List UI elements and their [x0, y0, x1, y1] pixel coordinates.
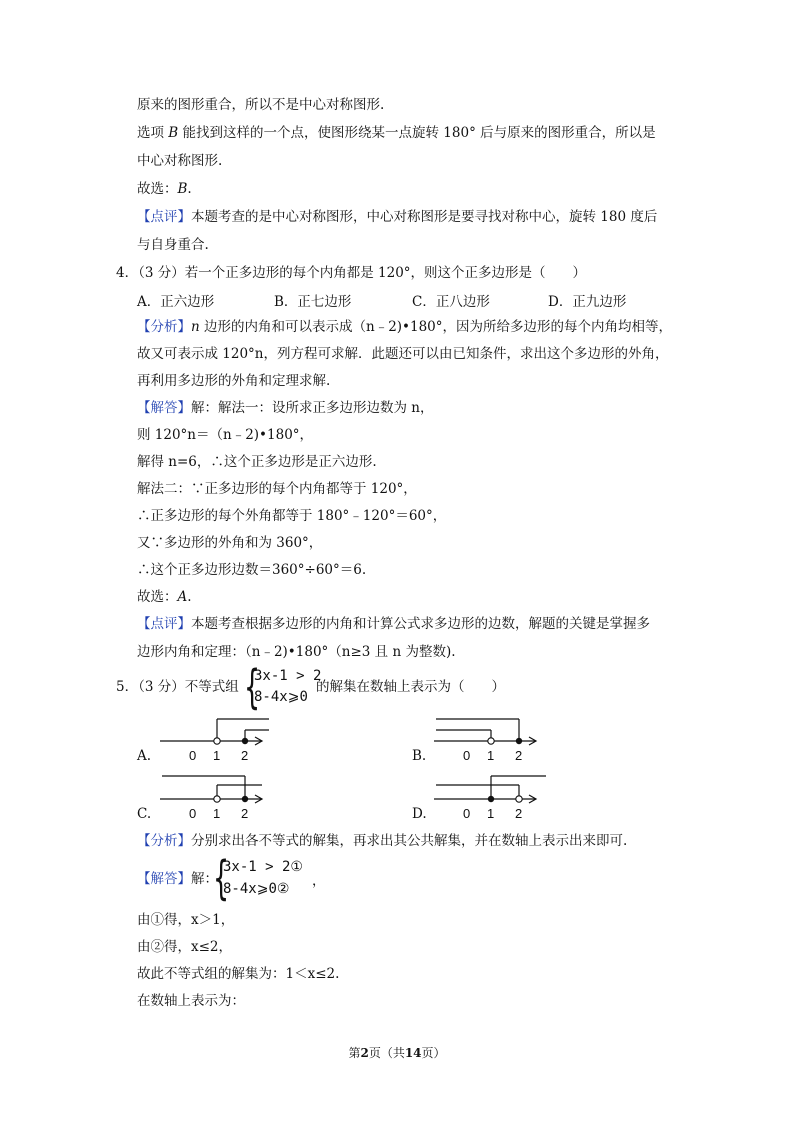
question-5-stem-end: 的解集在数轴上表示为（ ） — [316, 679, 505, 695]
q5-option-a-label: A. — [137, 748, 152, 764]
text-fragment: 故选： — [137, 181, 178, 197]
text-fragment: 选项 — [137, 125, 169, 141]
option-letter: B — [168, 125, 179, 141]
answer-tag: 【解答】 — [137, 871, 191, 887]
q5-answer-line — [137, 870, 218, 888]
q5-analysis-line — [137, 832, 627, 850]
comment-line: 与自身重合. — [137, 237, 209, 253]
q5-step: 故此不等式组的解集为：1＜x≤2. — [137, 966, 340, 982]
q4-step: ∴这个正多边形边数＝360°÷60°＝6. — [137, 562, 367, 578]
q4-option-c: C．正八边形 — [412, 294, 490, 310]
q4-comment-line: 边形内角和定理：（n﹣2)•180°（n≥3 且 n 为整数). — [137, 644, 456, 660]
footer-text: 第 — [348, 1046, 361, 1060]
text-fragment: . — [187, 181, 192, 197]
text-line: 中心对称图形. — [137, 153, 223, 169]
option-letter: B — [177, 181, 188, 197]
option-letter: A — [177, 589, 188, 605]
svg-text:2: 2 — [241, 806, 249, 821]
q4-option-a: A．正六边形 — [137, 294, 215, 310]
svg-text:1: 1 — [213, 748, 221, 763]
comment-line — [137, 208, 657, 226]
svg-text:2: 2 — [515, 748, 523, 763]
q5-option-d-label: D. — [412, 806, 427, 822]
q4-analysis-line: 故又可表示成 120°n，列方程可求解．此题还可以由已知条件，求出这个多边形的外角， — [137, 346, 669, 362]
question-4-stem: 4．（3 分）若一个正多边形的每个内角都是 120°，则这个正多边形是（ ） — [116, 265, 587, 281]
svg-text:1: 1 — [487, 748, 495, 763]
svg-text:0: 0 — [463, 748, 471, 763]
number-line-a — [158, 712, 278, 768]
question-5-stem: 5．（3 分）不等式组 — [116, 679, 239, 695]
analysis-text: 分别求出各不等式的解集，再求出其公共解集，并在数轴上表示出来即可. — [191, 833, 628, 849]
text-line — [137, 124, 656, 142]
svg-text:0: 0 — [189, 806, 197, 821]
text-fragment: 故选： — [137, 589, 178, 605]
svg-text:2: 2 — [515, 806, 523, 821]
q4-step: 解得 n=6，∴这个正多边形是正六边形. — [137, 454, 377, 470]
system-brace: { — [213, 851, 230, 905]
page-footer — [0, 1044, 794, 1061]
q5-step: 在数轴上表示为： — [137, 993, 245, 1009]
text-fragment: 能找到这样的一个点，使图形绕某一点旋转 180° 后与原来的图形重合，所以是 — [178, 125, 656, 141]
footer-text: 页（共 — [368, 1046, 405, 1060]
comment-text: 本题考查的是中心对称图形，中心对称图形是要寻找对称中心，旋转 180 度后 — [191, 209, 658, 225]
answer-inequality-2: 8-4x⩾0② — [223, 881, 290, 897]
analysis-tag: 【分析】 — [137, 833, 191, 849]
q4-analysis-line: 再利用多边形的外角和定理求解. — [137, 373, 331, 389]
svg-text:1: 1 — [487, 806, 495, 821]
q4-option-b: B．正七边形 — [274, 294, 352, 310]
q4-step — [137, 588, 192, 606]
svg-text:1: 1 — [213, 806, 221, 821]
comment-tag: 【点评】 — [137, 209, 191, 225]
footer-text: 页） — [421, 1046, 446, 1060]
page-number: 2 — [360, 1046, 369, 1060]
q4-analysis-line — [137, 318, 672, 336]
comment-text: 本题考查根据多边形的内角和计算公式求多边形的边数，解题的关键是掌握多 — [191, 616, 650, 632]
q4-step: 解法二：∵正多边形的每个内角都等于 120°， — [137, 481, 417, 497]
svg-text:0: 0 — [463, 806, 471, 821]
comment-tag: 【点评】 — [137, 616, 191, 632]
svg-text:0: 0 — [189, 748, 197, 763]
text-fragment: . — [187, 589, 192, 605]
number-line-b — [432, 712, 552, 768]
answer-text: 解：解法一：设所求正多边形边数为 n， — [191, 400, 434, 416]
q4-comment-line — [137, 615, 650, 633]
text-line — [137, 180, 192, 198]
page-total: 14 — [404, 1046, 422, 1060]
inequality-2: 8-4x⩾0 — [254, 689, 308, 705]
system-brace: { — [244, 660, 261, 714]
q4-answer-line — [137, 399, 434, 417]
number-line-c — [158, 770, 278, 826]
q5-step: 由②得，x≤2， — [137, 939, 233, 955]
q4-step: 则 120°n＝（n﹣2)•180°， — [137, 427, 314, 443]
answer-inequality-1: 3x-1 > 2① — [223, 859, 303, 875]
text-line: 原来的图形重合，所以不是中心对称图形. — [137, 97, 385, 113]
inequality-1: 3x-1 > 2 — [254, 668, 322, 684]
q4-step: ∴正多边形的每个外角都等于 180°﹣120°＝60°， — [137, 508, 447, 524]
q4-step: 又∵多边形的外角和为 360°， — [137, 535, 323, 551]
variable-n: n — [191, 319, 200, 335]
answer-comma: ， — [312, 873, 326, 889]
q5-step: 由①得，x＞1， — [137, 912, 235, 928]
answer-tag: 【解答】 — [137, 400, 191, 416]
analysis-tag: 【分析】 — [137, 319, 191, 335]
number-line-d — [432, 770, 552, 826]
q5-option-b-label: B. — [412, 748, 427, 764]
answer-text: 解： — [191, 871, 218, 887]
svg-text:2: 2 — [241, 748, 249, 763]
analysis-text: 边形的内角和可以表示成（n﹣2)•180°，因为所给多边形的每个内角均相等， — [199, 319, 673, 335]
q4-option-d: D．正九边形 — [548, 294, 627, 310]
q5-option-c-label: C. — [137, 806, 152, 822]
